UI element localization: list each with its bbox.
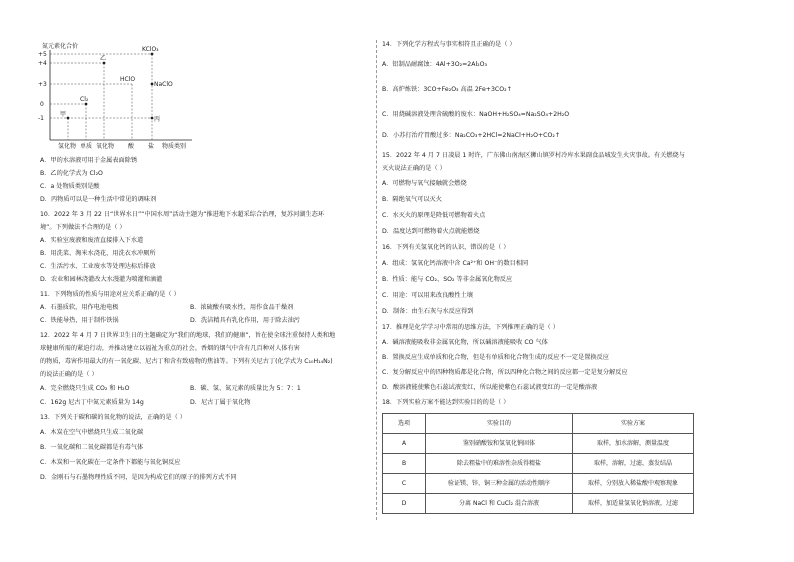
table-header: 实验目的	[426, 414, 573, 434]
q17-option-a: A．碱溶液能吸收非金属氧化物，所以碱溶液能吸收 CO 气体	[382, 339, 548, 346]
q10-option-c: C．生活污水、工业废水等处理达标后排放	[40, 263, 156, 270]
q10-option-a: A．实验室废液和废渣直接排入下水道	[40, 237, 144, 244]
table-cell: C	[383, 474, 426, 494]
q9-option-b: B．乙的化学式为 Cl₂O	[40, 170, 103, 177]
q16-option-a: A．组成：氢氧化钙溶液中含 Ca²⁺和 OH⁻的数目相同	[382, 260, 529, 267]
point-naclo	[151, 83, 154, 86]
x-tick: 盐	[148, 143, 155, 150]
q12-stem-line3: 的物质，毒害作用最大的有一氧化碳、尼古丁和含有致癌物的焦油等。下列有关尼古丁(化学式为 C₁₀H₁₄N₂)	[40, 358, 333, 365]
q14-option-d: D．小苏打治疗胃酸过多：Na₂CO₃+2HCl=2NaCl+H₂O+CO₂↑	[382, 132, 561, 139]
q12-option-b: B．碳、氢、氮元素的质量比为 5：7：1	[190, 385, 301, 392]
point-kclo3	[151, 53, 154, 56]
q9-option-d: D．丙物质可以是一种生活中常见的调味剂	[40, 196, 157, 203]
table-cell: 取样，分别放入稀盐酸中观察现象	[573, 474, 694, 494]
q15-stem-line2: 灭火说法正确的是（ ）	[382, 165, 446, 172]
q9-option-c: C．a 处物质类别是酸	[40, 183, 100, 190]
q12-stem-line1: 12．2022 年 4 月 7 日世界卫生日的主题确定为“我们的地球，我们的健康”，旨在使全球注重保持人类和地	[40, 332, 336, 339]
point-label: NaClO	[154, 81, 173, 88]
q16-option-b: B．性质：能与 CO₂、SO₂ 等非金属氧化物反应	[382, 276, 513, 283]
point-label: Cl₂	[80, 96, 89, 103]
q14-option-a: A．铝制品耐腐蚀：4Al+3O₂=2Al₂O₃	[382, 61, 487, 68]
q11-option-b: B．浓硫酸有吸水性，用作食品干燥剂	[190, 304, 294, 311]
q16-option-c: C．用途：可以用来改良酸性土壤	[382, 292, 473, 299]
table-cell: 除去粗盐中的难溶性杂质得精盐	[426, 454, 573, 474]
valence-class-chart	[20, 40, 200, 150]
table-row	[383, 434, 694, 454]
x-tick: 氢化物	[58, 143, 77, 150]
q13-option-a: A．木炭在空气中燃烧只生成二氧化碳	[40, 429, 144, 436]
table-row	[383, 474, 694, 494]
q14-option-b: B．高炉炼铁：3CO+Fe₂O₃ 高温 2Fe+3CO₂↑	[382, 86, 512, 93]
q13-option-d: D．金刚石与石墨物理性质不同，是因为构成它们的原子的排列方式不同	[40, 474, 237, 481]
table-cell: 分离 NaCl 和 CuCl₂ 混合溶液	[426, 494, 573, 514]
q10-option-b: B．用洗菜、淘米水浇花，用洗衣水冲厕所	[40, 250, 156, 257]
q15-option-c: C．水灭火的原理是降低可燃物着火点	[382, 212, 486, 219]
q16-option-d: D．制备：由生石灰与水反应得到	[382, 308, 474, 315]
q13-option-b: B．一氧化碳和二氧化碳都是有毒气体	[40, 444, 144, 451]
y-tick: +4	[38, 60, 47, 67]
q10-stem-line2: 境”。下列做法不合理的是（ ）	[40, 224, 126, 231]
q12-option-c: C．162g 尼古丁中氮元素质量为 14g	[40, 399, 144, 406]
q15-option-b: B．隔绝氧气可以灭火	[382, 196, 442, 203]
point-label: 乙	[100, 55, 107, 62]
y-tick: 0	[40, 101, 44, 108]
q9-option-a: A．甲的水溶液可用于金属表面除锈	[40, 157, 138, 164]
table-cell: D	[383, 494, 426, 514]
q11-option-a: A．石墨质软，用作电池电极	[40, 304, 119, 311]
x-tick: 单质	[80, 143, 93, 150]
point-cl2	[85, 103, 88, 106]
point-label: HClO	[120, 76, 136, 83]
table-header: 实验方案	[573, 414, 694, 434]
point-label: KClO₃	[142, 46, 159, 53]
table-cell: 鉴别硝酸铵和氢氧化钠固体	[426, 434, 573, 454]
column-divider	[376, 40, 377, 520]
table-cell: 取样，加水溶解，测量温度	[573, 434, 694, 454]
q11-option-c: C．铁能导热，用于制作铁锅	[40, 317, 119, 324]
q14-option-c: C．用烧碱溶液处理含硫酸的废水：NaOH+H₂SO₄=Na₂SO₄+2H₂O	[382, 111, 570, 118]
q16-stem: 16．下列有关氢氧化钙的认识，错误的是（ ）	[382, 244, 510, 251]
q12-option-d: D．尼古丁属于氧化物	[190, 399, 251, 406]
table-cell: 验证镁、锌、铜三种金属的活动性顺序	[426, 474, 573, 494]
q17-stem: 17．推理是化学学习中常用的思维方法，下列推理正确的是（ ）	[382, 324, 559, 331]
q13-option-c: C．木炭和一氧化碳在一定条件下都能与氧化铜反应	[40, 459, 181, 466]
q10-option-d: D．农业和园林浇灌改大水漫灌为喷灌和滴灌	[40, 276, 163, 283]
point-jia	[67, 117, 70, 120]
x-tick: 酸	[128, 143, 135, 150]
table-cell: 取样，溶解，过滤，蒸发结晶	[573, 454, 694, 474]
table-cell: 取样，加适量氢氧化钠溶液，过滤	[573, 494, 694, 514]
table-header-row	[383, 414, 694, 434]
q17-option-d: D．酸溶液能使紫色石蕊试液变红，所以能使紫色石蕊试液变红的一定是酸溶液	[382, 384, 598, 391]
table-row	[383, 494, 694, 514]
q15-option-a: A．可燃物与氧气接触就会燃烧	[382, 180, 467, 187]
q12-stem-line2: 球健康所需的紧迫行动，并推动建立以福祉为重点的社会。香烟的烟气中含有几百种对人体有害	[40, 345, 300, 352]
q17-option-b: B．置换反应生成单质和化合物，但是有单质和化合物生成的反应不一定是置换反应	[382, 354, 609, 361]
point-bing	[151, 117, 154, 120]
y-tick: +3	[38, 81, 47, 88]
y-tick: -1	[38, 115, 44, 122]
q13-stem: 13．下列关于碳和碳的氧化物的说法，正确的是（ ）	[40, 414, 186, 421]
q12-stem-line4: 的说法正确的是（ ）	[40, 371, 98, 378]
q15-option-d: D．温度达到可燃物着火点就能燃烧	[382, 228, 480, 235]
q17-option-c: C．复分解反应中的四种物质都是化合物，所以四种化合物之间的反应都一定是复分解反应	[382, 369, 628, 376]
y-axis-label: 氮元素化合价	[42, 43, 79, 50]
q11-option-d: D．洗洁精具有乳化作用，用于除去油污	[190, 317, 300, 324]
q18-stem: 18．下列实验方案不能达到实验目的的是（ ）	[382, 399, 510, 406]
x-axis-label: 物质类别	[162, 143, 187, 150]
table-cell: A	[383, 434, 426, 454]
table-header: 选项	[383, 414, 426, 434]
q11-stem: 11．下列物质的性质与用途对应关系正确的是（ ）	[40, 291, 180, 298]
q12-option-a: A．完全燃烧只生成 CO₂ 和 H₂O	[40, 385, 130, 392]
experiment-table	[382, 413, 694, 514]
q14-stem: 14．下列化学方程式与事实相符且正确的是（ ）	[382, 41, 516, 48]
x-tick: 氧化物	[96, 143, 115, 150]
point-label: 丙	[154, 116, 161, 123]
point-label: 甲	[60, 111, 67, 118]
q15-stem-line1: 15．2022 年 4 月 7 日凌晨 1 时许，广东佛山南海区狮山镇罗村冷库水果副食品城发生火灾事故。有关燃烧与	[382, 152, 685, 159]
point-yi	[103, 62, 106, 65]
q10-stem-line1: 10．2022 年 3 月 22 日“世界水日”“中国水周”活动主题为“推进地下水超采综合治理，复苏河湖生态环	[40, 211, 325, 218]
table-row	[383, 454, 694, 474]
y-tick: +5	[38, 51, 47, 58]
table-cell: B	[383, 454, 426, 474]
